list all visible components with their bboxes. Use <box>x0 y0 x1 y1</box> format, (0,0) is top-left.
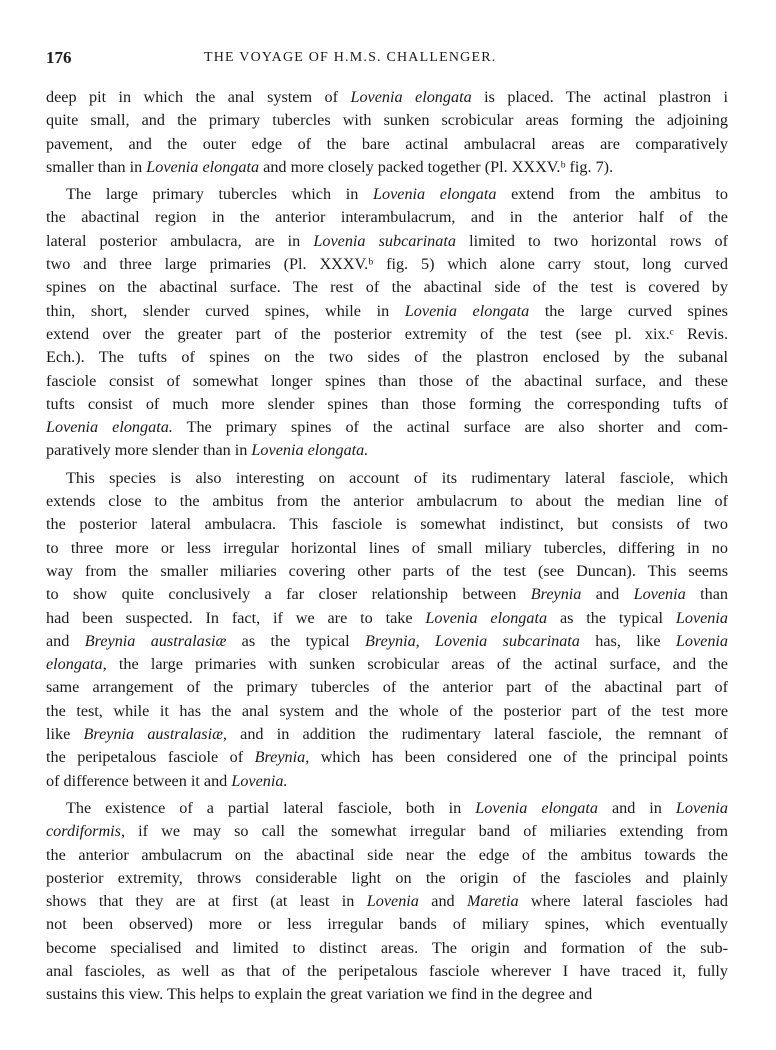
text-run: way from the smaller miliaries covering other parts of the test (see Duncan). This seems <box>46 561 728 580</box>
italic-text: Lovenia elongata <box>146 157 260 176</box>
text-run: had been suspected. In fact, if we are to take <box>46 608 426 627</box>
text-line <box>46 276 728 299</box>
text-run: Ech.). The tufts of spines on the two sides of the plastron enclosed by the subanal <box>46 348 728 367</box>
text-run: if we may so call the somewhat irregular band of miliaries extending from <box>125 822 728 841</box>
italic-text: Lovenia <box>633 585 686 604</box>
text-line <box>46 346 728 369</box>
text-run: and <box>46 631 85 650</box>
text-line <box>46 583 728 606</box>
text-run: and in addition the rudimentary lateral fasciole, the remnant of <box>226 725 728 744</box>
italic-text: Lovenia elongata <box>475 798 598 817</box>
text-line <box>46 109 728 132</box>
text-run: to show quite conclusively a far closer relationship between <box>46 585 531 604</box>
text-line <box>46 723 728 746</box>
text-run: is placed. The actinal plastron i <box>471 88 728 106</box>
italic-text: Breynia <box>530 585 582 604</box>
text-line <box>46 983 728 1006</box>
paragraph <box>46 86 728 179</box>
body-text <box>46 86 728 1007</box>
text-run: and more closely packed together (Pl. XXXV.ᵇ fig. 7). <box>259 157 614 176</box>
text-run: paratively more slender than in <box>46 441 252 460</box>
page-header <box>46 48 746 72</box>
text-line <box>46 867 728 890</box>
text-run: has, like <box>579 631 676 650</box>
text-line <box>46 676 728 699</box>
italic-text: Lovenia <box>366 892 419 911</box>
paragraph <box>46 467 728 793</box>
text-line <box>46 416 728 439</box>
text-line <box>46 797 728 820</box>
italic-text: Breynia, <box>254 748 310 767</box>
text-run: posterior extremity, throws considerable light on the origin of the fascioles and plainly <box>46 868 728 887</box>
text-run: shows that they are at first (at least in <box>46 892 367 911</box>
italic-text: Lovenia <box>675 798 728 817</box>
text-run: extend from the ambitus to <box>496 185 728 204</box>
italic-text: Lovenia. <box>231 771 288 790</box>
text-run: deep pit in which the anal system of <box>46 88 351 106</box>
italic-text: elongata, <box>46 655 107 674</box>
text-line <box>46 86 728 109</box>
text-line <box>46 253 728 276</box>
text-run: sustains this view. This helps to explain the great variation we find in the degree and <box>46 985 593 1004</box>
text-run: the abactinal region in the anterior interambulacrum, and in the anterior half of the <box>46 208 728 227</box>
text-line <box>46 960 728 983</box>
text-line <box>46 156 728 179</box>
italic-text: Lovenia elongata <box>425 608 548 627</box>
text-run: extends close to the ambitus from the anterior ambulacrum to about the median line of <box>46 492 728 511</box>
paragraph <box>46 183 728 463</box>
text-line <box>46 183 728 206</box>
text-line <box>46 133 728 156</box>
text-line <box>46 653 728 676</box>
text-run: This species is also interesting on account of its rudimentary lateral fasciole, which <box>66 468 728 487</box>
text-line <box>46 630 728 653</box>
text-run: extend over the greater part of the posterior extremity of the test (see pl. xix.ᶜ Revis. <box>46 324 728 343</box>
text-run: lateral posterior ambulacra, are in <box>46 231 314 250</box>
text-run: spines on the abactinal surface. The rest of the abactinal side of the test is covered by <box>46 278 728 297</box>
text-run: limited to two horizontal rows of <box>455 231 728 250</box>
text-run: and <box>581 585 634 604</box>
text-line <box>46 230 728 253</box>
italic-text: Lovenia elongata <box>373 185 497 204</box>
text-run: The primary spines of the actinal surface are also shorter and com- <box>172 418 728 437</box>
text-run: as the typical <box>226 631 366 650</box>
running-head: THE VOYAGE OF H.M.S. CHALLENGER. <box>204 50 497 65</box>
text-run: the large primaries with sunken scrobicular areas of the actinal surface, and the <box>106 655 728 674</box>
italic-text: Maretia <box>467 892 519 911</box>
text-line <box>46 844 728 867</box>
italic-text: Breynia, Lovenia subcarinata <box>365 631 580 650</box>
text-run: than <box>685 585 729 604</box>
text-run: quite small, and the primary tubercles with sunken scrobicular areas forming the adjoining <box>46 111 728 130</box>
text-line <box>46 439 728 462</box>
text-line <box>46 513 728 536</box>
text-run: to three more or less irregular horizontal lines of small miliary tubercles, differing in no <box>46 538 728 557</box>
text-line <box>46 770 728 793</box>
text-line <box>46 820 728 843</box>
text-run: of difference between it and <box>46 771 232 790</box>
text-run: where lateral fascioles had <box>518 892 728 911</box>
italic-text: Lovenia elongata. <box>46 418 173 437</box>
text-run: two and three large primaries (Pl. XXXV.ᵇ fig. 5) which alone carry stout, long curved <box>46 255 728 274</box>
text-line <box>46 890 728 913</box>
text-run: and in <box>598 798 676 817</box>
text-line <box>46 937 728 960</box>
text-run: tufts consist of much more slender spines than those forming the corresponding tufts of <box>46 394 728 413</box>
paragraph <box>46 797 728 1007</box>
italic-text: Lovenia elongata <box>350 88 472 106</box>
text-line <box>46 300 728 323</box>
italic-text: Breynia australasiæ <box>84 631 227 650</box>
page-number: 176 <box>46 48 72 67</box>
text-run: not been observed) more or less irregular bands of miliary spines, which eventually <box>46 915 728 934</box>
italic-text: Lovenia subcarinata <box>313 231 456 250</box>
text-line <box>46 700 728 723</box>
italic-text: Lovenia <box>675 631 729 650</box>
italic-text: Lovenia <box>675 608 728 627</box>
text-run: the posterior lateral ambulacra. This fasciole is somewhat indistinct, but consists of two <box>46 515 728 534</box>
text-line <box>46 607 728 630</box>
italic-text: cordiformis, <box>46 822 125 841</box>
text-run: thin, short, slender curved spines, while in <box>46 301 405 320</box>
text-line <box>46 746 728 769</box>
text-run: which has been considered one of the principal points <box>309 748 728 767</box>
text-run: like <box>46 725 84 744</box>
text-run: smaller than in <box>46 157 147 176</box>
text-run: the test, while it has the anal system and the whole of the posterior part of the test more <box>46 701 728 720</box>
italic-text: Lovenia elongata <box>404 301 530 320</box>
text-line <box>46 393 728 416</box>
text-run: the anterior ambulacrum on the abactinal side near the edge of the ambitus towards the <box>46 845 728 864</box>
text-line <box>46 560 728 583</box>
text-run: The existence of a partial lateral fasciole, both in <box>66 798 476 817</box>
text-run: and <box>418 892 467 911</box>
italic-text: Breynia australasiæ, <box>83 725 227 744</box>
text-line <box>46 490 728 513</box>
italic-text: Lovenia elongata. <box>251 441 369 460</box>
text-line <box>46 537 728 560</box>
text-line <box>46 467 728 490</box>
text-run: fasciole consist of somewhat longer spines than those of the abactinal surface, and these <box>46 371 728 390</box>
text-run: pavement, and the outer edge of the bare actinal ambulacral areas are comparatively <box>46 134 728 153</box>
text-run: same arrangement of the primary tubercles of the anterior part of the abactinal part of <box>46 678 728 697</box>
text-run: as the typical <box>547 608 676 627</box>
text-run: the peripetalous fasciole of <box>46 748 255 767</box>
text-run: The large primary tubercles which in <box>66 185 373 204</box>
text-line <box>46 323 728 346</box>
text-run: become specialised and limited to distinct areas. The origin and formation of the sub- <box>46 938 728 957</box>
text-run: anal fascioles, as well as that of the peripetalous fasciole wherever I have traced it, fully <box>46 961 728 980</box>
text-run: the large curved spines <box>529 301 728 320</box>
text-line <box>46 206 728 229</box>
text-line <box>46 913 728 936</box>
text-line <box>46 370 728 393</box>
